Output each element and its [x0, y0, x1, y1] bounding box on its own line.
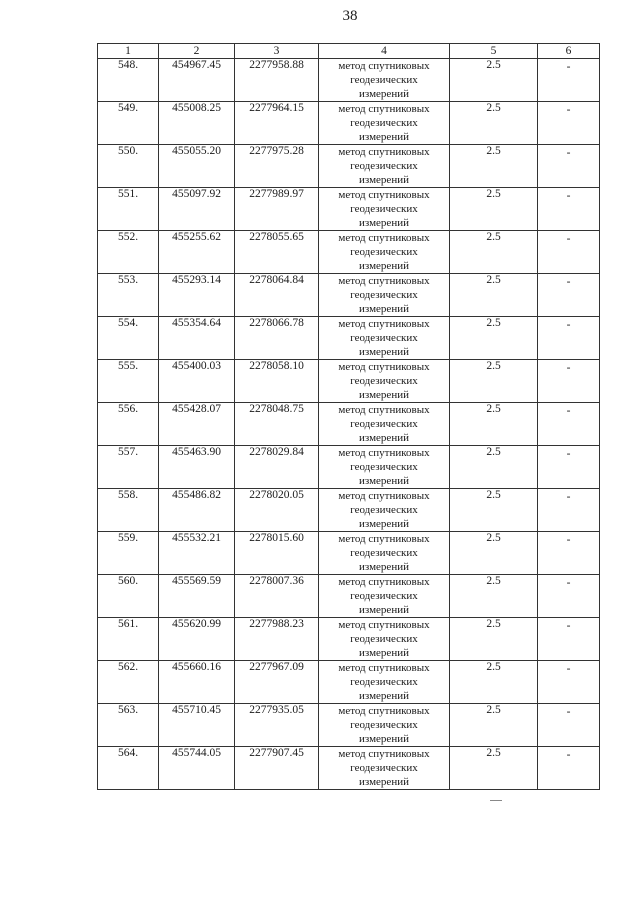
method-line: геодезических — [350, 461, 418, 473]
point-number: 562. — [98, 661, 159, 704]
method-line: измерений — [359, 260, 409, 272]
point-number: 554. — [98, 317, 159, 360]
accuracy: 2.5 — [450, 188, 538, 231]
coord-y: 2277935.05 — [235, 704, 319, 747]
coord-x: 455569.59 — [159, 575, 235, 618]
method-line: геодезических — [350, 676, 418, 688]
accuracy: 2.5 — [450, 145, 538, 188]
method-line: геодезических — [350, 547, 418, 559]
note-dash: - — [566, 405, 571, 417]
method-cell — [319, 747, 450, 790]
method-line: измерений — [359, 303, 409, 315]
method-line: метод спутниковых — [338, 189, 430, 201]
accuracy: 2.5 — [450, 102, 538, 145]
table-row — [98, 661, 600, 704]
note-cell — [538, 661, 600, 704]
accuracy: 2.5 — [450, 360, 538, 403]
method-line: метод спутниковых — [338, 232, 430, 244]
coord-x: 455255.62 — [159, 231, 235, 274]
note-cell — [538, 59, 600, 102]
note-dash: - — [566, 362, 571, 374]
method-cell — [319, 661, 450, 704]
method-line: измерений — [359, 346, 409, 358]
coord-x: 455744.05 — [159, 747, 235, 790]
coord-y: 2277907.45 — [235, 747, 319, 790]
method-cell — [319, 532, 450, 575]
method-line: геодезических — [350, 160, 418, 172]
accuracy: 2.5 — [450, 661, 538, 704]
method-line: геодезических — [350, 74, 418, 86]
coord-x: 455008.25 — [159, 102, 235, 145]
coord-y: 2277988.23 — [235, 618, 319, 661]
table-row — [98, 446, 600, 489]
method-line: метод спутниковых — [338, 490, 430, 502]
coord-x: 455293.14 — [159, 274, 235, 317]
table-row — [98, 575, 600, 618]
note-dash: - — [566, 190, 571, 202]
table-row — [98, 188, 600, 231]
coordinates-table — [97, 43, 600, 790]
method-line: метод спутниковых — [338, 404, 430, 416]
point-number: 552. — [98, 231, 159, 274]
note-cell — [538, 575, 600, 618]
method-line: геодезических — [350, 590, 418, 602]
point-number: 551. — [98, 188, 159, 231]
method-line: метод спутниковых — [338, 103, 430, 115]
method-cell — [319, 188, 450, 231]
note-cell — [538, 274, 600, 317]
coord-y: 2277975.28 — [235, 145, 319, 188]
coord-y: 2278055.65 — [235, 231, 319, 274]
note-dash: - — [566, 663, 571, 675]
table-row — [98, 747, 600, 790]
method-line: измерений — [359, 690, 409, 702]
table-row — [98, 532, 600, 575]
note-dash: - — [566, 491, 571, 503]
note-cell — [538, 231, 600, 274]
method-line: геодезических — [350, 418, 418, 430]
note-dash: - — [566, 276, 571, 288]
method-line: измерений — [359, 174, 409, 186]
column-header-6: 6 — [538, 44, 600, 59]
method-line: геодезических — [350, 289, 418, 301]
note-dash: - — [566, 104, 571, 116]
table-row — [98, 145, 600, 188]
method-line: измерений — [359, 561, 409, 573]
point-number: 559. — [98, 532, 159, 575]
method-cell — [319, 575, 450, 618]
note-cell — [538, 618, 600, 661]
accuracy: 2.5 — [450, 403, 538, 446]
accuracy: 2.5 — [450, 274, 538, 317]
method-line: измерений — [359, 475, 409, 487]
note-dash: - — [566, 147, 571, 159]
method-cell — [319, 274, 450, 317]
method-line: измерений — [359, 733, 409, 745]
note-cell — [538, 446, 600, 489]
coord-x: 455354.64 — [159, 317, 235, 360]
method-cell — [319, 102, 450, 145]
note-dash: - — [566, 749, 571, 761]
method-line: метод спутниковых — [338, 275, 430, 287]
table-header — [98, 44, 600, 59]
method-cell — [319, 403, 450, 446]
point-number: 558. — [98, 489, 159, 532]
method-line: метод спутниковых — [338, 533, 430, 545]
method-line: метод спутниковых — [338, 318, 430, 330]
table-row — [98, 317, 600, 360]
table-row — [98, 704, 600, 747]
method-line: метод спутниковых — [338, 619, 430, 631]
table-row — [98, 618, 600, 661]
note-cell — [538, 704, 600, 747]
coord-x: 455428.07 — [159, 403, 235, 446]
table-row — [98, 360, 600, 403]
coord-x: 455532.21 — [159, 532, 235, 575]
method-line: геодезических — [350, 719, 418, 731]
coord-y: 2278029.84 — [235, 446, 319, 489]
header-row — [98, 44, 600, 59]
accuracy: 2.5 — [450, 489, 538, 532]
coord-y: 2277989.97 — [235, 188, 319, 231]
coord-y: 2278066.78 — [235, 317, 319, 360]
note-cell — [538, 317, 600, 360]
note-cell — [538, 102, 600, 145]
note-dash: - — [566, 577, 571, 589]
note-cell — [538, 747, 600, 790]
coord-y: 2278058.10 — [235, 360, 319, 403]
note-cell — [538, 360, 600, 403]
point-number: 548. — [98, 59, 159, 102]
column-header-2: 2 — [159, 44, 235, 59]
method-line: геодезических — [350, 246, 418, 258]
method-line: геодезических — [350, 117, 418, 129]
note-cell — [538, 403, 600, 446]
method-line: метод спутниковых — [338, 361, 430, 373]
method-line: геодезических — [350, 332, 418, 344]
coord-y: 2278064.84 — [235, 274, 319, 317]
coord-x: 454967.45 — [159, 59, 235, 102]
coord-x: 455710.45 — [159, 704, 235, 747]
coord-y: 2278015.60 — [235, 532, 319, 575]
method-cell — [319, 59, 450, 102]
accuracy: 2.5 — [450, 446, 538, 489]
method-line: измерений — [359, 389, 409, 401]
method-line: измерений — [359, 647, 409, 659]
point-number: 561. — [98, 618, 159, 661]
method-line: метод спутниковых — [338, 705, 430, 717]
coord-y: 2277958.88 — [235, 59, 319, 102]
method-cell — [319, 704, 450, 747]
point-number: 555. — [98, 360, 159, 403]
method-cell — [319, 618, 450, 661]
method-line: метод спутниковых — [338, 447, 430, 459]
method-line: метод спутниковых — [338, 748, 430, 760]
coord-y: 2277964.15 — [235, 102, 319, 145]
accuracy: 2.5 — [450, 704, 538, 747]
point-number: 564. — [98, 747, 159, 790]
method-line: геодезических — [350, 762, 418, 774]
point-number: 549. — [98, 102, 159, 145]
method-cell — [319, 231, 450, 274]
note-dash: - — [566, 319, 571, 331]
note-dash: - — [566, 233, 571, 245]
method-line: измерений — [359, 776, 409, 788]
point-number: 556. — [98, 403, 159, 446]
method-cell — [319, 489, 450, 532]
note-dash: - — [566, 534, 571, 546]
column-header-3: 3 — [235, 44, 319, 59]
table-row — [98, 59, 600, 102]
method-line: измерений — [359, 518, 409, 530]
method-line: геодезических — [350, 203, 418, 215]
method-line: измерений — [359, 217, 409, 229]
coord-x: 455620.99 — [159, 618, 235, 661]
note-dash: - — [566, 61, 571, 73]
method-line: метод спутниковых — [338, 576, 430, 588]
note-cell — [538, 489, 600, 532]
coord-x: 455055.20 — [159, 145, 235, 188]
column-header-1: 1 — [98, 44, 159, 59]
point-number: 563. — [98, 704, 159, 747]
note-dash: - — [566, 448, 571, 460]
table-row — [98, 403, 600, 446]
method-line: измерений — [359, 432, 409, 444]
method-cell — [319, 317, 450, 360]
coord-x: 455486.82 — [159, 489, 235, 532]
accuracy: 2.5 — [450, 747, 538, 790]
method-line: измерений — [359, 604, 409, 616]
coord-y: 2278048.75 — [235, 403, 319, 446]
point-number: 553. — [98, 274, 159, 317]
table-row — [98, 274, 600, 317]
coord-x: 455400.03 — [159, 360, 235, 403]
method-cell — [319, 145, 450, 188]
method-cell — [319, 360, 450, 403]
column-header-5: 5 — [450, 44, 538, 59]
column-header-4: 4 — [319, 44, 450, 59]
coord-x: 455660.16 — [159, 661, 235, 704]
accuracy: 2.5 — [450, 231, 538, 274]
table-body — [98, 59, 600, 790]
method-line: метод спутниковых — [338, 662, 430, 674]
accuracy: 2.5 — [450, 618, 538, 661]
note-dash: - — [566, 706, 571, 718]
table-row — [98, 231, 600, 274]
note-cell — [538, 188, 600, 231]
table-row — [98, 489, 600, 532]
method-line: измерений — [359, 88, 409, 100]
point-number: 550. — [98, 145, 159, 188]
method-line: геодезических — [350, 504, 418, 516]
page-number: 38 — [342, 8, 358, 24]
coord-y: 2277967.09 — [235, 661, 319, 704]
coord-x: 455097.92 — [159, 188, 235, 231]
note-cell — [538, 145, 600, 188]
point-number: 560. — [98, 575, 159, 618]
table-row — [98, 102, 600, 145]
method-cell — [319, 446, 450, 489]
method-line: геодезических — [350, 375, 418, 387]
point-number: 557. — [98, 446, 159, 489]
method-line: метод спутниковых — [338, 146, 430, 158]
accuracy: 2.5 — [450, 59, 538, 102]
footer-mark — [490, 800, 502, 801]
accuracy: 2.5 — [450, 317, 538, 360]
method-line: геодезических — [350, 633, 418, 645]
accuracy: 2.5 — [450, 532, 538, 575]
coord-y: 2278020.05 — [235, 489, 319, 532]
method-line: метод спутниковых — [338, 60, 430, 72]
note-dash: - — [566, 620, 571, 632]
coord-x: 455463.90 — [159, 446, 235, 489]
note-cell — [538, 532, 600, 575]
method-line: измерений — [359, 131, 409, 143]
coord-y: 2278007.36 — [235, 575, 319, 618]
accuracy: 2.5 — [450, 575, 538, 618]
